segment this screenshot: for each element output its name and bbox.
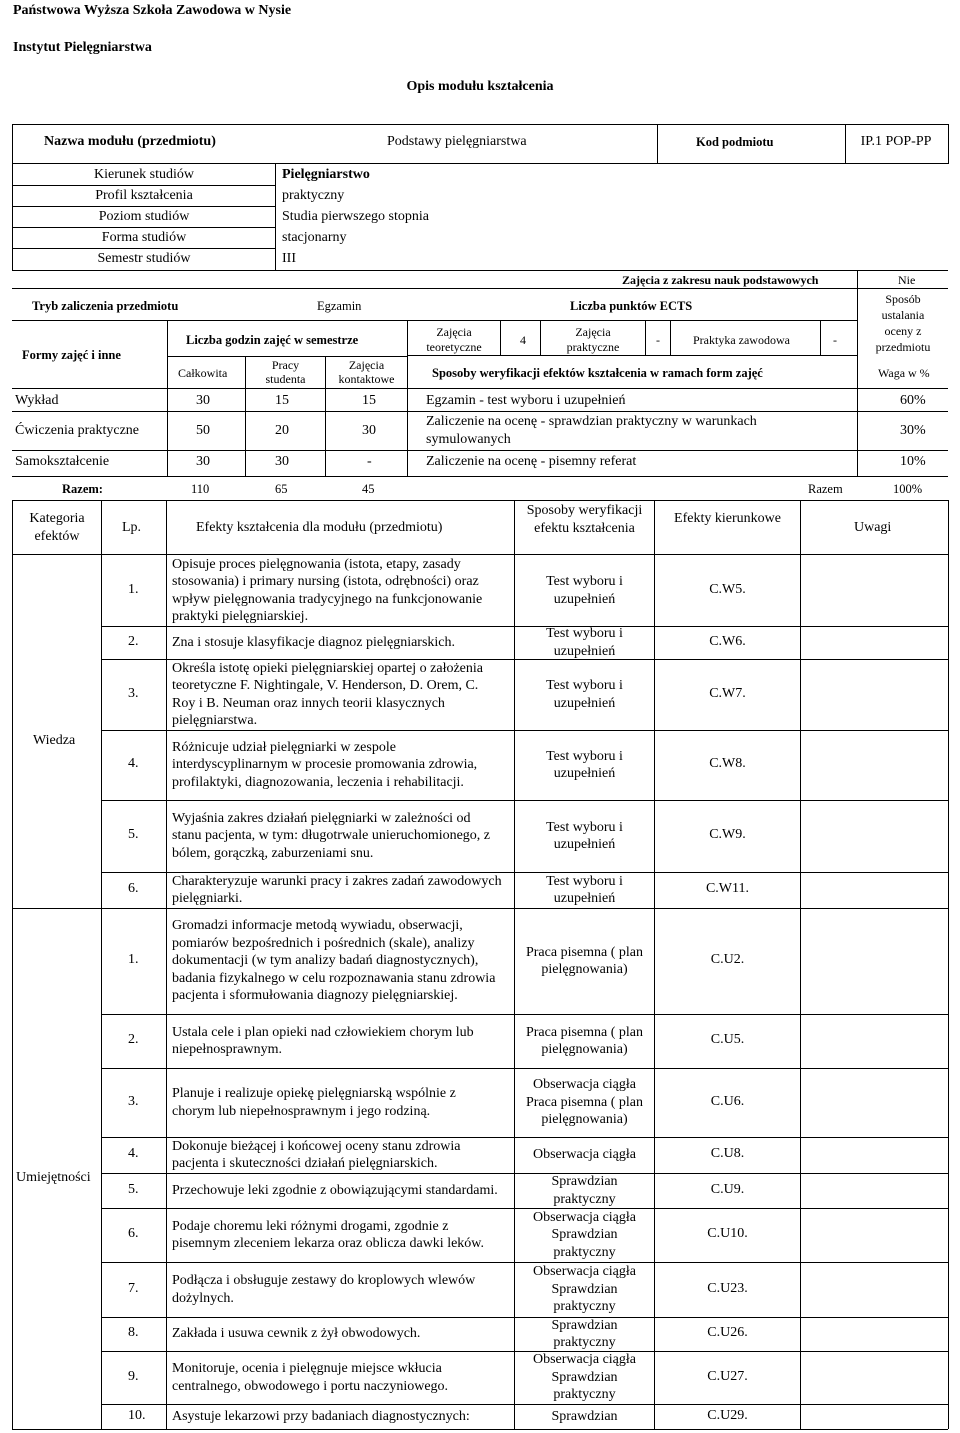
study-label: Kierunek studiów [94, 167, 194, 182]
internship-label: Praktyka zawodowa [693, 333, 790, 347]
effect-method-content: Test wyboru i uzupełnień [546, 678, 623, 711]
effect-method-content: Praca pisemna ( plan pielęgnowania) [525, 944, 643, 977]
work-label: Pracy studenta [265, 358, 306, 386]
form-row-work: 30 [275, 454, 289, 469]
form-row-method: Zaliczenie na ocenę - sprawdzian praktyczny w warunkach symulowanych [426, 414, 757, 447]
effect-method-content: Sprawdzian praktyczny [551, 1174, 618, 1207]
effect-method [515, 660, 654, 729]
study-label: Profil kształcenia [95, 188, 193, 203]
total-label: Całkowita [178, 366, 228, 380]
effect-text [172, 1069, 502, 1136]
form-row-method: Zaliczenie na ocenę - pisemny referat [426, 454, 637, 469]
effect-code: C.U6. [710, 1093, 745, 1109]
effect-lp: 6. [128, 1226, 139, 1241]
institute-name: Instytut Pielęgniarstwa [13, 40, 152, 55]
effect-method-content: Test wyboru i uzupełnień [546, 819, 623, 852]
study-value: Pielęgniarstwo [282, 167, 370, 182]
effect-text-content: Wyjaśnia zakres działań pielęgniarki w zależności od stanu pacjenta, w tym: długotrwale unieruchomionego, z bólem, gorączką, zaburzeniami snu. [172, 810, 491, 861]
effect-lp: 2. [128, 633, 139, 649]
form-row-weight: 10% [900, 454, 926, 469]
effect-method [515, 731, 654, 799]
effect-text [172, 873, 502, 907]
form-row-work: 20 [275, 423, 289, 438]
effect-code: C.W9. [709, 827, 746, 842]
effect-text-content: Różnicuje udział pielęgniarki w zespole interdyscyplinarnym w procesie promowania zdrowia, profilaktyki, diagnozowania, leczenia i rehabilitacji. [172, 739, 478, 790]
effect-lp: 1. [128, 581, 139, 597]
effect-code: C.W5. [709, 581, 746, 597]
effect-method-content: Test wyboru i uzupełnień [546, 626, 623, 659]
effect-code: C.U29. [707, 1407, 748, 1423]
effect-code: C.W7. [709, 685, 746, 701]
effect-code: C.U27. [707, 1368, 748, 1384]
effect-lp: 9. [128, 1368, 139, 1384]
effect-method-content: Obserwacja ciągła Praca pisemna ( plan pielęgnowania) [525, 1077, 643, 1128]
effect-method-content: Obserwacja ciągła Sprawdzian praktyczny [533, 1264, 636, 1315]
basics-value: Nie [898, 273, 916, 287]
study-value: Studia pierwszego stopnia [282, 209, 429, 224]
theory-value: 4 [520, 333, 526, 347]
effect-text [172, 801, 502, 871]
totals-label: Razem: [62, 482, 103, 496]
effect-method-content: Test wyboru i uzupełnień [546, 748, 623, 781]
effect-text [172, 1352, 502, 1403]
form-row-work: 15 [275, 393, 289, 408]
study-value: stacjonarny [282, 230, 347, 245]
module-code-value: IP.1 POP-PP [860, 134, 932, 149]
effect-code: C.U23. [707, 1280, 748, 1296]
practical-value: - [656, 333, 660, 347]
effect-text-content: Charakteryzuje warunki pracy i zakres zadań zawodowych pielęgniarki. [172, 873, 502, 906]
effect-code: C.W8. [709, 756, 746, 771]
effect-method [515, 556, 654, 625]
effect-lp: 6. [128, 881, 139, 896]
form-row-total: 50 [196, 423, 210, 438]
effect-text-content: Gromadzi informacje metodą wywiadu, obserwacji, pomiarów bezpośrednich i pośrednich (skale), analizy dokumentacji (w tym analizy badań diagnostycznych), badania fizykalnego w celu rozpoznawania stanu zdrowia pacjenta i sformułowania diagnozy pielęgniarskiej. [172, 918, 496, 1004]
effect-lp: 4. [128, 756, 139, 771]
school-name: Państwowa Wyższa Szkoła Zawodowa w Nysie [13, 3, 292, 18]
study-value: praktyczny [282, 188, 345, 203]
effect-lp: 10. [128, 1407, 146, 1423]
effect-method [515, 1263, 654, 1316]
totals-weight: 100% [893, 482, 923, 496]
effect-method-content: Test wyboru i uzupełnień [546, 574, 623, 607]
effect-method [515, 909, 654, 1013]
effect-code: C.U5. [710, 1032, 745, 1047]
module-code-label: Kod podmiotu [696, 135, 774, 149]
effect-method [515, 1015, 654, 1067]
effect-lp: 4. [128, 1146, 139, 1161]
effect-lp: 3. [128, 1093, 139, 1109]
effect-method-content: Obserwacja ciągła Sprawdzian praktyczny [533, 1352, 636, 1403]
effect-text-content: Podłącza i obsługuje zestawy do kroplowych wlewów dożylnych. [172, 1273, 476, 1306]
forms-label: Formy zajęć i inne [22, 348, 121, 362]
effect-text [172, 1318, 502, 1350]
credit-mode-value: Egzamin [317, 299, 362, 313]
form-row-name: Ćwiczenia praktyczne [15, 423, 139, 438]
weight-label: Waga w % [878, 366, 930, 380]
effect-text-content: Zna i stosuje klasyfikacje diagnoz pielęgniarskich. [172, 634, 456, 650]
document-title: Opis modułu kształcenia [406, 79, 554, 94]
effect-method [515, 1352, 654, 1403]
effect-method [515, 1209, 654, 1261]
effect-code: C.U8. [710, 1146, 745, 1161]
lp-header: Lp. [122, 520, 142, 535]
effect-text [172, 909, 502, 1013]
notes-header: Uwagi [854, 520, 892, 535]
category-skills: Umiejętności [16, 1170, 91, 1185]
effect-lp: 5. [128, 1181, 139, 1197]
form-row-contact: - [367, 454, 372, 469]
totals-label-2: Razem [808, 482, 843, 496]
effect-code: C.U9. [710, 1181, 745, 1197]
effect-text-content: Przechowuje leki zgodnie z obowiązującymi standardami. [172, 1182, 498, 1198]
effect-code: C.U26. [707, 1325, 748, 1340]
effect-text [172, 1405, 502, 1428]
effect-text-content: Dokonuje bieżącej i końcowej oceny stanu zdrowia pacjenta i skuteczności działań pielęgniarskich. [172, 1138, 461, 1171]
form-row-contact: 30 [362, 423, 376, 438]
ects-label: Liczba punktów ECTS [570, 299, 693, 313]
verification-header: Sposoby weryfikacji efektu kształcenia [526, 503, 643, 536]
effect-lp: 2. [128, 1032, 139, 1047]
effect-lp: 5. [128, 827, 139, 842]
effect-text [172, 1174, 502, 1207]
totals-total: 110 [191, 482, 210, 496]
effect-text-content: Monitoruje, ocenia i pielęgnuje miejsce wkłucia centralnego, obwodowego i portu naczyniowego. [172, 1361, 449, 1394]
verification-label: Sposoby weryfikacji efektów kształcenia w ramach form zajęć [432, 366, 763, 380]
study-label: Forma studiów [101, 230, 187, 245]
effect-lp: 1. [128, 952, 139, 967]
effect-method [515, 1069, 654, 1136]
form-row-weight: 30% [900, 423, 926, 438]
effect-text-content: Podaje choremu leki różnymi drogami, zgodnie z pisemnym zleceniem lekarza oraz oblicza dawki leków. [172, 1218, 485, 1251]
practical-label: Zajęcia praktyczne [566, 325, 620, 354]
effect-text-content: Opisuje proces pielęgnowania (istota, etapy, zasady stosowania) i primary nursing (istota, odrębności) oraz wpływ pielęgnowania tradycyjnego na funkcjonowanie praktyki pielęgniarskiej. [172, 556, 483, 624]
study-value: III [282, 251, 296, 266]
effect-method-content: Praca pisemna ( plan pielęgnowania) [525, 1024, 643, 1057]
effect-text-content: Ustala cele i plan opieki nad człowiekiem chorym lub niepełnosprawnym. [172, 1024, 474, 1057]
effect-lp: 8. [128, 1325, 139, 1340]
effect-text [172, 1015, 502, 1067]
direction-header: Efekty kierunkowe [674, 511, 781, 526]
effect-code: C.W6. [709, 633, 746, 649]
effect-method-content: Sprawdzian [551, 1408, 618, 1424]
effect-method [515, 1405, 654, 1428]
hours-label: Liczba godzin zajęć w semestrze [186, 333, 359, 347]
effect-text [172, 731, 502, 799]
effect-code: C.W11. [705, 881, 750, 896]
effect-text [172, 1263, 502, 1316]
totals-work: 65 [275, 482, 288, 496]
module-name-label: Nazwa modułu (przedmiotu) [44, 134, 216, 149]
effect-method [515, 1138, 654, 1172]
effect-text-content: Określa istotę opieki pielęgniarskiej opartej o założenia teoretyczne F. Nightingale, V. Henderson, D. Orem, C. Roy i B. Neuman oraz innych teorii klasycznych pielęgniarstwa. [172, 660, 483, 728]
effect-lp: 3. [128, 685, 139, 701]
form-row-total: 30 [196, 393, 210, 408]
effect-method-content: Test wyboru i uzupełnień [546, 873, 623, 906]
form-row-name: Samokształcenie [15, 454, 110, 469]
totals-contact: 45 [362, 482, 375, 496]
effect-text-content: Asystuje lekarzowi przy badaniach diagnostycznych: [172, 1408, 470, 1424]
contact-label: Zajęcia kontaktowe [338, 358, 395, 386]
form-row-weight: 60% [900, 393, 926, 408]
effect-code: C.U10. [707, 1226, 748, 1241]
study-label: Poziom studiów [98, 209, 190, 224]
form-row-total: 30 [196, 454, 210, 469]
effect-text [172, 1209, 502, 1261]
effect-method-content: Obserwacja ciągła Sprawdzian praktyczny [533, 1209, 636, 1260]
method-label: Sposób ustalania oceny z przedmiotu [875, 292, 931, 354]
form-row-method: Egzamin - test wyboru i uzupełnień [426, 393, 626, 408]
effect-method [515, 627, 654, 658]
effect-code: C.U2. [710, 952, 745, 967]
effects-header: Efekty kształcenia dla modułu (przedmiotu) [196, 520, 443, 535]
effect-method-content: Obserwacja ciągła [533, 1147, 636, 1163]
category-header: Kategoria efektów [29, 511, 85, 544]
effect-text-content: Planuje i realizuje opiekę pielęgniarską wspólnie z chorym lub niepełnosprawnym i jego rodziną. [172, 1086, 456, 1119]
study-label: Semestr studiów [97, 251, 191, 266]
effect-method [515, 1318, 654, 1350]
credit-mode-label: Tryb zaliczenia przedmiotu [32, 299, 179, 313]
effect-method [515, 1174, 654, 1207]
effect-text [172, 556, 502, 625]
effect-text [172, 660, 502, 729]
theory-label: Zajęcia teoretyczne [426, 325, 482, 354]
basics-label: Zajęcia z zakresu nauk podstawowych [622, 273, 819, 287]
internship-value: - [833, 333, 837, 347]
effect-method [515, 873, 654, 907]
form-row-contact: 15 [362, 393, 376, 408]
effect-text-content: Zakłada i usuwa cewnik z żył obwodowych. [172, 1326, 421, 1342]
form-row-name: Wykład [15, 393, 59, 408]
effect-lp: 7. [128, 1280, 139, 1296]
module-name-value: Podstawy pielęgniarstwa [387, 134, 527, 149]
effect-method-content: Sprawdzian praktyczny [551, 1317, 618, 1350]
effect-method [515, 801, 654, 871]
effect-text [172, 627, 502, 658]
category-knowledge: Wiedza [33, 733, 76, 748]
effect-text [172, 1138, 502, 1172]
